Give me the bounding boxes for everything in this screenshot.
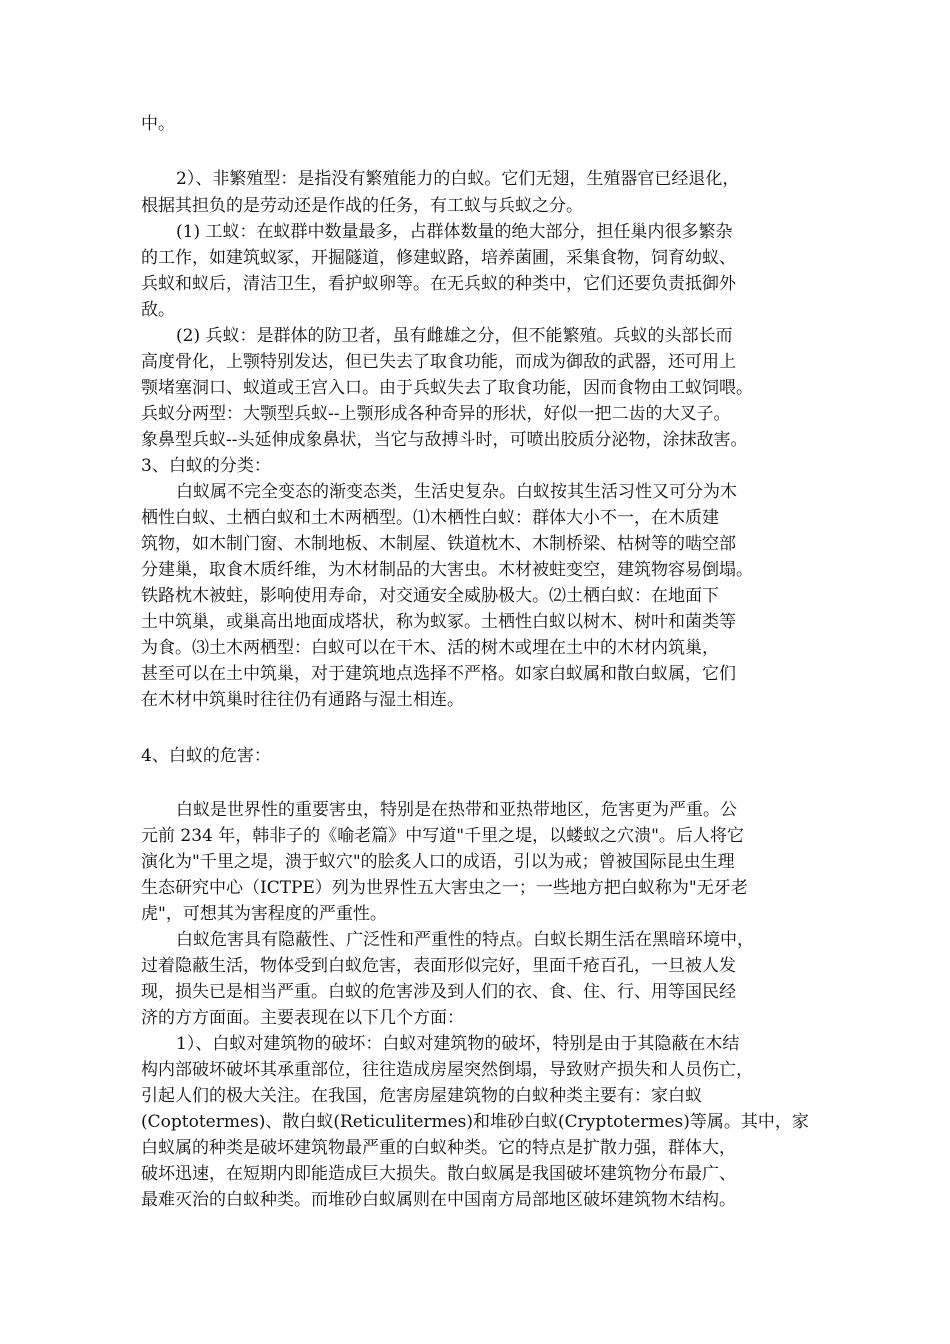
text-line: 过着隐蔽生活，物体受到白蚁危害，表面形似完好，里面千疮百孔，一旦被人发 (141, 956, 736, 976)
text-line: 根据其担负的是劳动还是作战的任务，有工蚁与兵蚁之分。 (141, 196, 583, 216)
text-line: 白蚁危害具有隐蔽性、广泛性和严重性的特点。白蚁长期生活在黑暗环境中， (176, 930, 754, 950)
text-line: 1）、白蚁对建筑物的破坏：白蚁对建筑物的破坏，特别是由于其隐蔽在木结 (176, 1034, 740, 1054)
text-line: 分建巢，取食木质纤维，为木材制品的大害虫。木材被蛀变空，建筑物容易倒塌。 (141, 560, 753, 580)
text-line: 虎"，可想其为害程度的严重性。 (141, 904, 387, 924)
text-line: 为食。⑶土木两栖型：白蚁可以在干木、活的树木或埋在土中的木材内筑巢， (141, 638, 719, 658)
text-line: 兵蚁和蚁后，清洁卫生，看护蚁卵等。在无兵蚁的种类中，它们还要负责抵御外 (141, 274, 736, 294)
text-line: (1) 工蚁：在蚁群中数量最多，占群体数量的绝大部分，担任巢内很多繁杂 (176, 222, 733, 242)
text-line: 4、白蚁的危害： (141, 746, 271, 766)
text-line: 现，损失已是相当严重。白蚁的危害涉及到人们的衣、食、住、行、用等国民经 (141, 982, 736, 1002)
text-line: 甚至可以在土中筑巢，对于建筑地点选择不严格。如家白蚁属和散白蚁属，它们 (141, 664, 736, 684)
text-line: 最难灭治的白蚁种类。而堆砂白蚁属则在中国南方局部地区破坏建筑物木结构。 (141, 1190, 736, 1210)
text-line: 筑物，如木制门窗、木制地板、木制屋、铁道枕木、木制桥梁、枯树等的啮空部 (141, 534, 736, 554)
text-line: (Coptotermes)、散白蚁(Reticulitermes)和堆砂白蚁(Cryptotermes)等属。其中，家 (141, 1112, 809, 1132)
text-line: 颚堵塞洞口、蚁道或王宫入口。由于兵蚁失去了取食功能，因而食物由工蚁饲喂。 (141, 378, 753, 398)
text-line: 高度骨化，上颚特别发达，但已失去了取食功能，而成为御敌的武器，还可用上 (141, 352, 736, 372)
text-line: 引起人们的极大关注。在我国，危害房屋建筑物的白蚁种类主要有：家白蚁 (141, 1086, 702, 1106)
text-line: (2) 兵蚁：是群体的防卫者，虽有雌雄之分，但不能繁殖。兵蚁的头部长而 (176, 326, 733, 346)
text-line: 构内部破坏破坏其承重部位，往往造成房屋突然倒塌，导致财产损失和人员伤亡， (141, 1060, 753, 1080)
text-line: 中。 (141, 114, 175, 134)
text-line: 2）、非繁殖型：是指没有繁殖能力的白蚁。它们无翅，生殖器官已经退化， (176, 169, 740, 189)
text-line: 生态研究中心（ICTPE）列为世界性五大害虫之一；一些地方把白蚁称为"无牙老 (141, 878, 748, 898)
text-line: 土中筑巢，或巢高出地面成塔状，称为蚁冢。土栖性白蚁以树木、树叶和菌类等 (141, 612, 736, 632)
text-line: 象鼻型兵蚁--头延伸成象鼻状，当它与敌搏斗时，可喷出胶质分泌物，涂抹敌害。 (141, 430, 748, 450)
text-line: 白蚁是世界性的重要害虫，特别是在热带和亚热带地区，危害更为严重。公 (176, 800, 737, 820)
text-line: 栖性白蚁、土栖白蚁和土木两栖型。⑴木栖性白蚁：群体大小不一，在木质建 (141, 508, 719, 528)
text-line: 破坏迅速，在短期内即能造成巨大损失。散白蚁属是我国破坏建筑物分布最广、 (141, 1164, 736, 1184)
text-line: 元前 234 年，韩非子的《喻老篇》中写道"千里之堤，以蝼蚁之穴溃"。后人将它 (141, 826, 744, 846)
text-line: 在木材中筑巢时往往仍有通路与湿土相连。 (141, 690, 464, 710)
text-line: 兵蚁分两型：大颚型兵蚁--上颚形成各种奇异的形状，好似一把二齿的大叉子。 (141, 404, 731, 424)
text-line: 3、白蚁的分类： (141, 456, 271, 476)
text-line: 演化为"千里之堤，溃于蚁穴"的脍炙人口的成语，引以为戒；曾被国际昆虫生理 (141, 852, 735, 872)
text-line: 白蚁属的种类是破坏建筑物最严重的白蚁种类。它的特点是扩散力强，群体大， (141, 1138, 736, 1158)
text-line: 敌。 (141, 300, 175, 320)
text-line: 济的方方面面。主要表现在以下几个方面： (141, 1008, 464, 1028)
text-line: 白蚁属不完全变态的渐变态类，生活史复杂。白蚁按其生活习性又可分为木 (176, 482, 737, 502)
text-line: 的工作，如建筑蚁冢，开掘隧道，修建蚁路，培养菌圃，采集食物，饲育幼蚁、 (141, 248, 736, 268)
text-line: 铁路枕木被蛀，影响使用寿命，对交通安全威胁极大。⑵土栖白蚁：在地面下 (141, 586, 719, 606)
